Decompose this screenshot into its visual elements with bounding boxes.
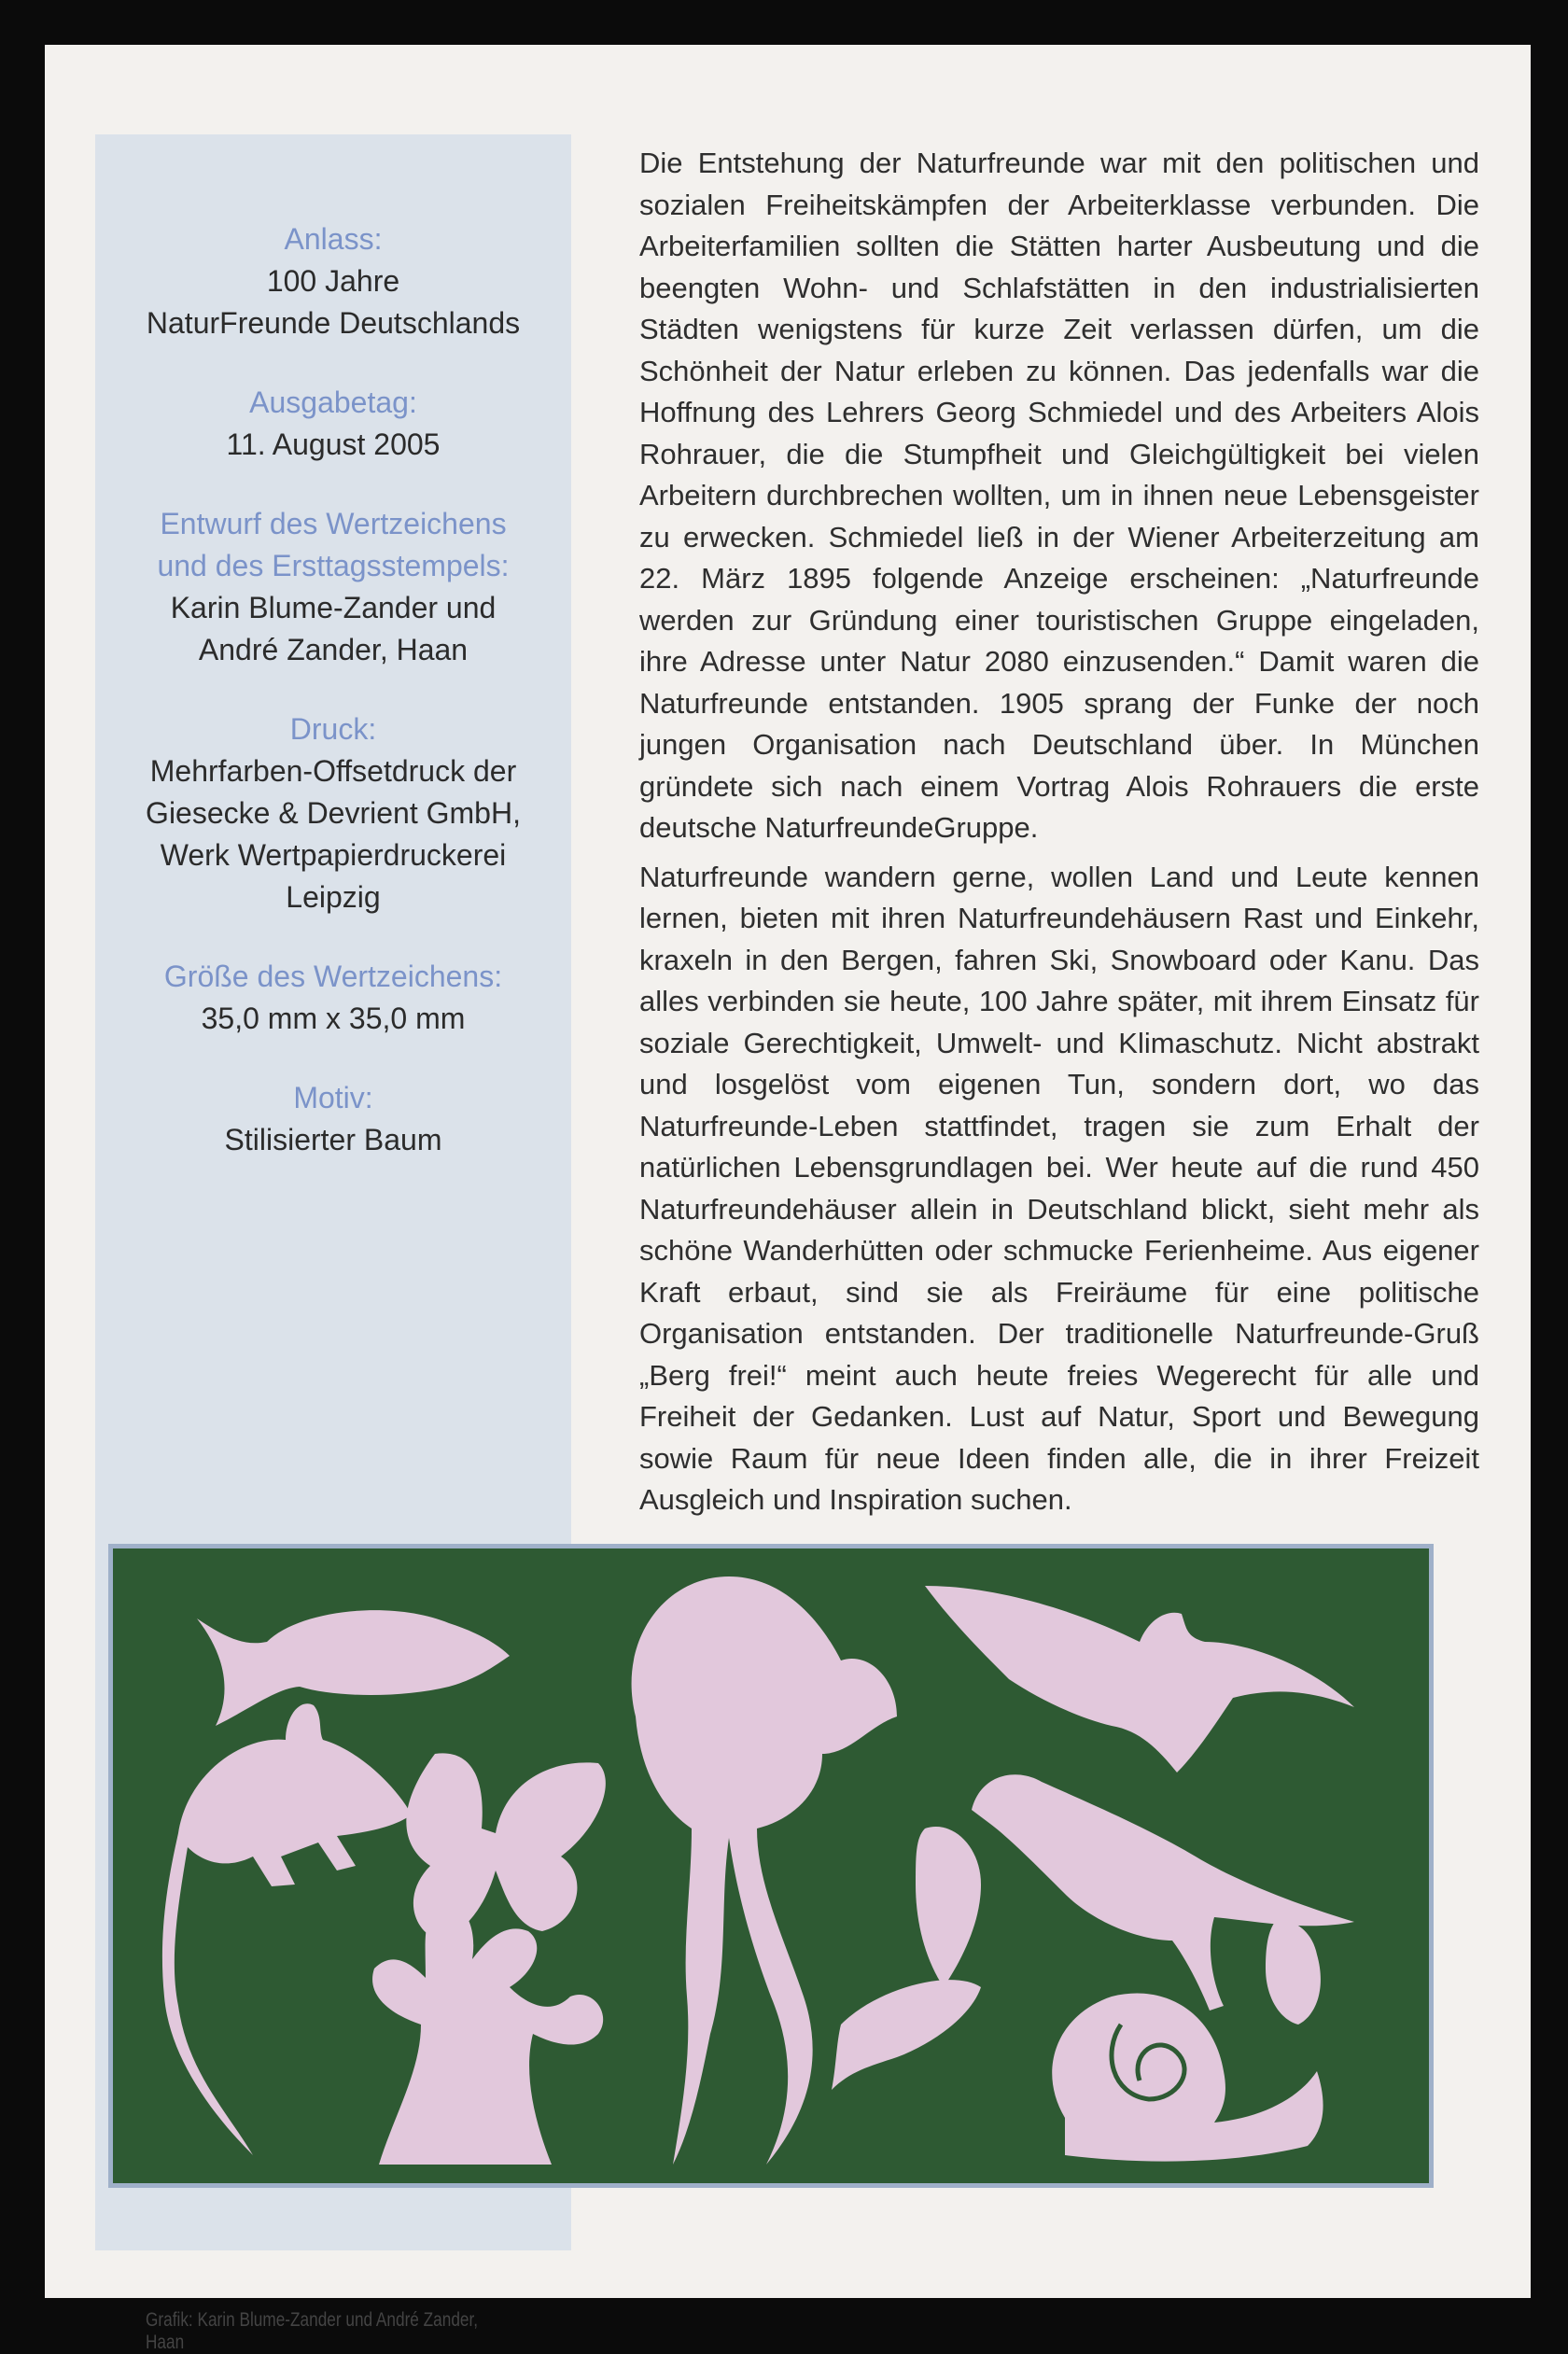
info-block (95, 708, 571, 918)
bat-icon (925, 1586, 1354, 1773)
info-value: Karin Blume-Zander und (170, 591, 497, 624)
body-paragraph: Die Entstehung der Naturfreunde war mit den politischen und sozialen Freiheitskämpfen der Arbeiterklasse verbunden. Die Arbeiterfamilien sollten die Stätten harter Ausbeutung und die beengten Wohn- und Schlafstätten in den industrialisierten Städten wenigstens für kurze Zeit verlassen dürfen, um die Schönheit der Natur erleben zu können. Das jedenfalls war die Hoffnung des Lehrers Georg Schmiedel und des Arbeiters Alois Rohrauer, die die Stumpfheit und Gleichgültigkeit bei vielen Arbeitern durchbrechen wollten, um in ihnen neue Lebensgeister zu erwecken. Schmiedel ließ in der Wiener Arbeiterzeitung am 22. März 1895 folgende Anzeige erscheinen: „Naturfreunde werden zur Gründung einer touristischen Gruppe eingeladen, ihre Adresse unter Natur 2080 einzusenden.“ Damit waren die Naturfreunde entstanden. 1905 sprang der Funke der noch jungen Organisation nach Deutschland über. In München gründete sich nach einem Vortrag Alois Rohrauers die erste deutsche NaturfreundeGruppe. (639, 147, 1479, 844)
body-paragraph: Naturfreunde wandern gerne, wollen Land und Leute kennen lernen, bieten mit ihren Naturfreundehäusern Rast und Einkehr, kraxeln in den Bergen, fahren Ski, Snowboard oder Kanu. Das alles verbinden sie heute, 100 Jahre später, mit ihrem Einsatz für soziale Gerechtigkeit, Umwelt- und Klimaschutz. Nicht abstrakt und losgelöst vom eigenen Tun, sondern dort, wo das Naturfreunde-Leben stattfindet, tragen sie zum Erhalt der natürlichen Lebensgrundlagen bei. Wer heute auf die rund 450 Naturfreundehäuser allein in Deutschland blickt, sieht mehr als schöne Wanderhütten oder schmucke Ferienheime. Aus eigener Kraft erbaut, sind sie als Freiräume für eine politische Organisation entstanden. Der traditionelle Naturfreunde-Gruß „Berg frei!“ meint auch heute freies Wegerecht für alle und Freiheit der Gedanken. Lust auf Natur, Sport und Bewegung sowie Raum für neue Ideen finden alle, die in ihrer Freizeit Ausgleich und Inspiration suchen. (639, 860, 1479, 1516)
info-value: 100 Jahre (266, 264, 400, 298)
info-block (95, 1077, 571, 1161)
info-value: 35,0 mm x 35,0 mm (201, 1002, 466, 1035)
silhouette-graphic (108, 1544, 1434, 2188)
stamp-info-list (95, 218, 571, 1198)
snail-icon (1052, 1994, 1323, 2162)
article-text (639, 143, 1479, 1529)
jellyfish-icon (632, 1576, 897, 2165)
silhouette-artwork (113, 1548, 1429, 2183)
info-label: und des Ersttagsstempels: (157, 549, 510, 582)
info-label: Motiv: (293, 1081, 373, 1114)
pod-leaf-icon (832, 1980, 981, 2090)
info-value: Mehrfarben-Offsetdruck der (149, 754, 517, 788)
info-block (95, 218, 571, 344)
info-value: 11. August 2005 (226, 427, 441, 461)
info-value: Giesecke & Devrient GmbH, (146, 796, 521, 830)
mouse-icon (162, 1703, 412, 2155)
info-label: Anlass: (284, 222, 383, 256)
coral-plant-icon (372, 1903, 603, 2165)
info-value: Stilisierter Baum (224, 1123, 442, 1156)
info-label: Ausgabetag: (249, 385, 417, 419)
info-value: André Zander, Haan (198, 633, 469, 666)
info-label: Entwurf des Wertzeichens (160, 507, 507, 540)
fish-icon (197, 1610, 510, 1726)
info-label: Größe des Wertzeichens: (163, 960, 503, 993)
info-value: NaturFreunde Deutschlands (146, 306, 521, 340)
beetle-icon (1266, 1921, 1321, 2025)
leaf-icon (916, 1827, 981, 1987)
info-label: Druck: (289, 712, 377, 746)
info-value: Leipzig (286, 880, 381, 914)
graphic-credit: Grafik: Karin Blume-Zander und André Zander, Haan (146, 2309, 479, 2353)
document-page (45, 45, 1531, 2353)
info-value: Werk Wertpapierdruckerei (160, 838, 507, 872)
info-block (95, 503, 571, 671)
info-block (95, 382, 571, 466)
info-block (95, 956, 571, 1040)
